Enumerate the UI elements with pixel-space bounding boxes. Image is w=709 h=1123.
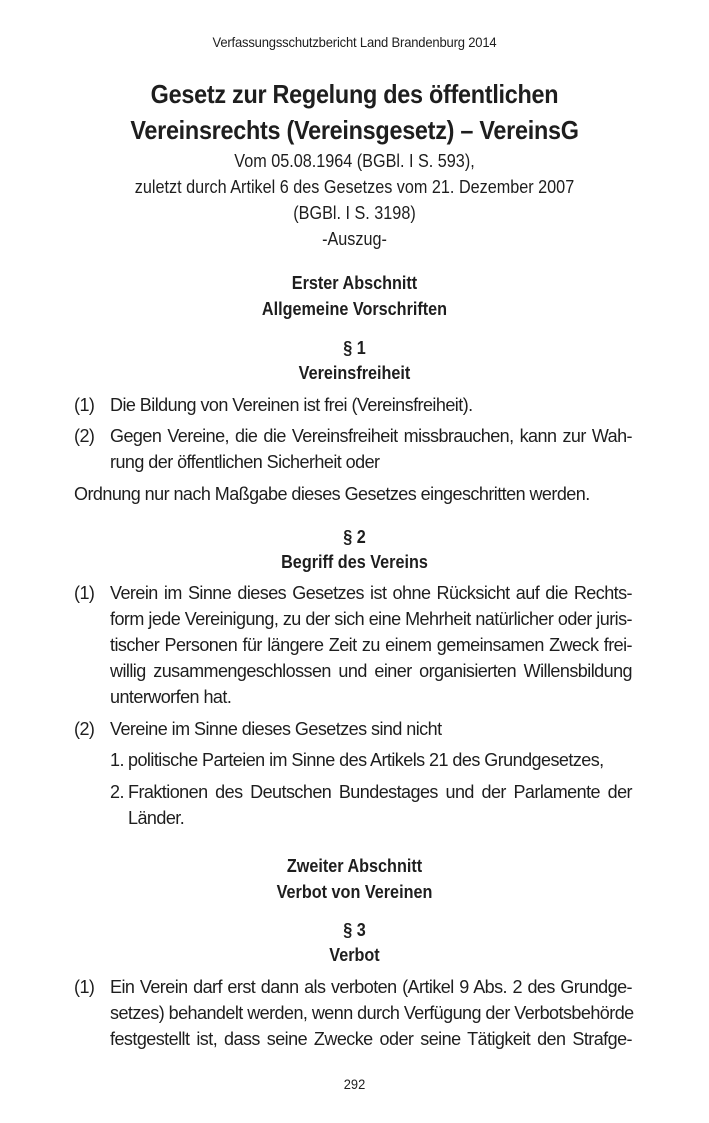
item-text: Gegen Vereine, die die Vereinsfreiheit missbrauchen, kann zur Wah- bbox=[110, 426, 632, 446]
paragraph-title: Verbot bbox=[329, 945, 380, 965]
page-title-line-2: Vereinsrechts (Vereinsgesetz) – VereinsG bbox=[130, 115, 579, 145]
item-number: (2) bbox=[74, 719, 95, 739]
paragraph-title: Begriff des Vereins bbox=[281, 552, 428, 572]
item-text: form jede Vereinigung, zu der sich eine Mehrheit natürlicher oder juris- bbox=[110, 609, 632, 629]
paragraph-number: § 2 bbox=[343, 527, 366, 547]
item-number: (2) bbox=[74, 426, 95, 446]
page-number: 292 bbox=[343, 1076, 366, 1092]
section-heading: Erster Abschnitt bbox=[291, 273, 418, 293]
item-text: setzes) behandelt werden, wenn durch Verfügung der Verbotsbehörde bbox=[110, 1003, 634, 1023]
item-number: (1) bbox=[74, 395, 95, 415]
subitem-text: politische Parteien im Sinne des Artikels 21 des Grundgesetzes, bbox=[128, 750, 604, 770]
paragraph-number: § 3 bbox=[343, 920, 366, 940]
subitem-text: Länder. bbox=[128, 808, 185, 828]
subtitle-line-2: zuletzt durch Artikel 6 des Gesetzes vom 21. Dezember 2007 bbox=[134, 177, 575, 197]
item-text: tischer Personen für längere Zeit zu einem gemeinsamen Zweck frei- bbox=[110, 635, 632, 655]
running-head: Verfassungsschutzbericht Land Brandenburg 2014 bbox=[212, 34, 497, 50]
subitem-number: 2. bbox=[110, 782, 124, 802]
item-number: (1) bbox=[74, 583, 95, 603]
item-text: unterworfen hat. bbox=[110, 687, 232, 707]
item-text: rung der öffentlichen Sicherheit oder bbox=[110, 452, 380, 472]
subtitle-line-3: (BGBl. I S. 3198) bbox=[293, 203, 416, 223]
item-text: Vereine im Sinne dieses Gesetzes sind nicht bbox=[110, 719, 442, 739]
section-subheading: Allgemeine Vorschriften bbox=[261, 299, 448, 319]
subtitle-line-4: -Auszug- bbox=[322, 229, 387, 249]
item-text: Ein Verein darf erst dann als verboten (Artikel 9 Abs. 2 des Grundge- bbox=[110, 977, 632, 997]
section-subheading: Verbot von Vereinen bbox=[276, 882, 433, 902]
subitem-number: 1. bbox=[110, 750, 124, 770]
page-title-line-1: Gesetz zur Regelung des öffentlichen bbox=[150, 79, 559, 109]
item-text: festgestellt ist, dass seine Zwecke oder seine Tätigkeit den Strafge- bbox=[110, 1029, 632, 1049]
section-heading: Zweiter Abschnitt bbox=[286, 856, 423, 876]
paragraph-title: Vereinsfreiheit bbox=[298, 363, 411, 383]
item-number: (1) bbox=[74, 977, 95, 997]
item-text: willig zusammengeschlossen und einer organisierten Willensbildung bbox=[110, 661, 632, 681]
subitem-text: Fraktionen des Deutschen Bundestages und der Parlamente der bbox=[128, 782, 632, 802]
item-text: Verein im Sinne dieses Gesetzes ist ohne Rücksicht auf die Rechts- bbox=[110, 583, 632, 603]
subtitle-line-1: Vom 05.08.1964 (BGBl. I S. 593), bbox=[234, 151, 475, 171]
paragraph-number: § 1 bbox=[343, 338, 366, 358]
body-text: Ordnung nur nach Maßgabe dieses Gesetzes eingeschritten werden. bbox=[74, 484, 590, 504]
item-text: Die Bildung von Vereinen ist frei (Vereinsfreiheit). bbox=[110, 395, 473, 415]
